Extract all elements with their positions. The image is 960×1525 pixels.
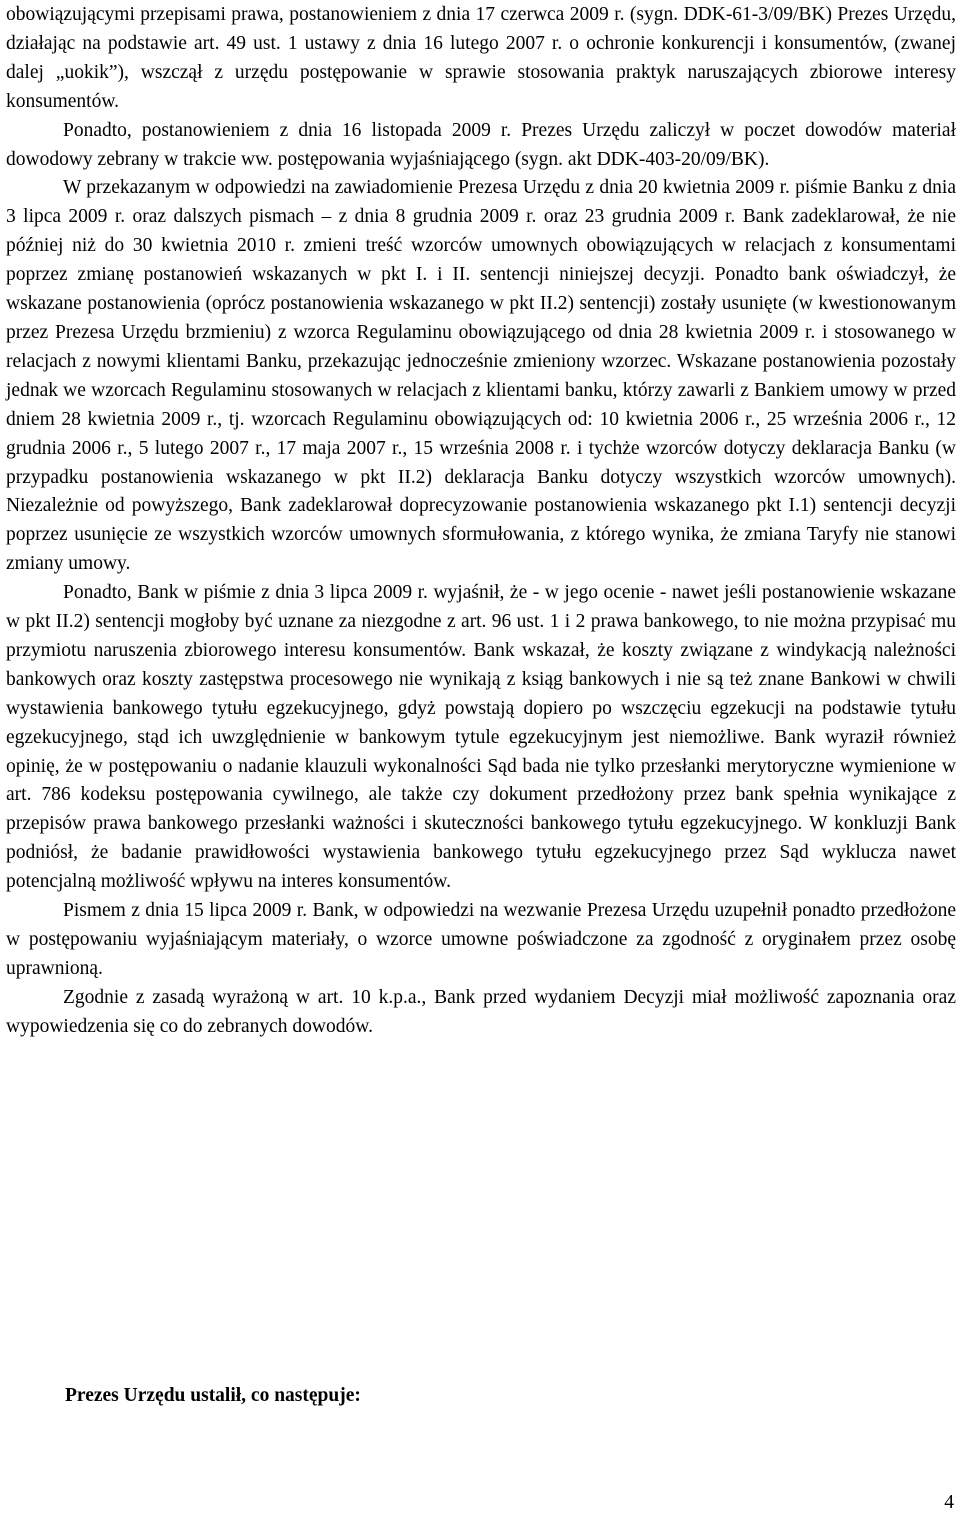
paragraph-6: Zgodnie z zasadą wyrażoną w art. 10 k.p.a., Bank przed wydaniem Decyzji miał możliwość zapoznania oraz wypowiedzenia się co do zebranych dowodów.: [6, 986, 956, 1037]
paragraph-4: Ponadto, Bank w piśmie z dnia 3 lipca 2009 r. wyjaśnił, że - w jego ocenie - nawet jeśli postanowienie wskazane w pkt II.2) sentencji mogłoby być uznane za niezgodne z art. 96 ust. 1 i 2 prawa bankowego, to nie można przypisać mu przymiotu naruszenia zbiorowego interesu konsumentów. Bank wskazał, że koszty związane z windykacją należności bankowych oraz koszty zastępstwa procesowego nie wynikają z ksiąg bankowych i nie są też znane Bankowi w chwili wystawienia bankowego tytułu egzekucyjnego, gdyż powstają dopiero po wszczęciu egzekucji na podstawie tytułu egzekucyjnego, stąd ich uwzględnienie w bankowym tytule egzekucyjnym jest niemożliwe. Bank wyraził również opinię, że w postępowaniu o nadanie klauzuli wykonalności Sąd bada nie tylko przesłanki merytoryczne wymienione w art. 786 kodeksu postępowania cywilnego, ale także czy dokument przedłożony przez bank spełnia wynikające z przepisów prawa bankowego przesłanki ważności i skuteczności bankowego tytułu egzekucyjnego. W konkluzji Bank podniósł, że badanie prawidłowości wystawienia bankowego tytułu egzekucyjnego przez Sąd wyklucza nawet potencjalną możliwość wpływu na interes konsumentów.: [6, 582, 956, 893]
page-number: 4: [944, 1492, 954, 1513]
paragraph-5: Pismem z dnia 15 lipca 2009 r. Bank, w odpowiedzi na wezwanie Prezesa Urzędu uzupełnił ponadto przedłożone w postępowaniu wyjaśniającym materiały, o wzorce umowne poświadczone za zgodność z oryginałem przez osobę uprawnioną.: [6, 900, 956, 979]
section-heading: Prezes Urzędu ustalił, co następuje:: [65, 1385, 361, 1406]
paragraph-2: Ponadto, postanowieniem z dnia 16 listopada 2009 r. Prezes Urzędu zaliczył w poczet dowodów materiał dowodowy zebrany w trakcie ww. postępowania wyjaśniającego (sygn. akt DDK-403-20/09/BK).: [6, 119, 956, 170]
paragraph-1: obowiązującymi przepisami prawa, postanowieniem z dnia 17 czerwca 2009 r. (sygn. DDK-61-3/09/BK) Prezes Urzędu, działając na podstawie art. 49 ust. 1 ustawy z dnia 16 lutego 2007 r. o ochronie konkurencji i konsumentów, (zwanej dalej „uokik”), wszczął z urzędu postępowanie w sprawie stosowania praktyk naruszających zbiorowe interesy konsumentów.: [6, 4, 956, 112]
paragraph-3: W przekazanym w odpowiedzi na zawiadomienie Prezesa Urzędu z dnia 20 kwietnia 2009 r. piśmie Banku z dnia 3 lipca 2009 r. oraz dalszych pismach – z dnia 8 grudnia 2009 r. oraz 23 grudnia 2009 r. Bank zadeklarował, że nie później niż do 30 kwietnia 2010 r. zmieni treść wzorców umownych obowiązujących w relacjach z konsumentami poprzez zmianę postanowień wskazanych w pkt I. i II. sentencji niniejszej decyzji. Ponadto bank oświadczył, że wskazane postanowienia (oprócz postanowienia wskazanego w pkt II.2) sentencji) zostały usunięte (w kwestionowanym przez Prezesa Urzędu brzmieniu) z wzorca Regulaminu obowiązującego od dnia 28 kwietnia 2009 r. i stosowanego w relacjach z nowymi klientami Banku, przekazując jednocześnie zmieniony wzorzec. Wskazane postanowienia pozostały jednak we wzorcach Regulaminu stosowanych w relacjach z klientami banku, którzy zawarli z Bankiem umowy w przed dniem 28 kwietnia 2009 r., tj. wzorcach Regulaminu obowiązujących od: 10 kwietnia 2006 r., 25 września 2006 r., 12 grudnia 2006 r., 5 lutego 2007 r., 17 maja 2007 r., 15 września 2008 r. i tychże wzorców dotyczy deklaracja Banku (w przypadku postanowienia wskazanego w pkt II.2) deklaracja Banku dotyczy wszystkich wzorców umownych). Niezależnie od powyższego, Bank zadeklarował doprecyzowanie postanowienia wskazanego pkt I.1) sentencji decyzji poprzez usunięcie ze wszystkich wzorców umownych sformułowania, z którego wynika, że zmiana Taryfy nie stanowi zmiany umowy.: [6, 177, 956, 575]
document-page: [6, 0, 956, 1042]
